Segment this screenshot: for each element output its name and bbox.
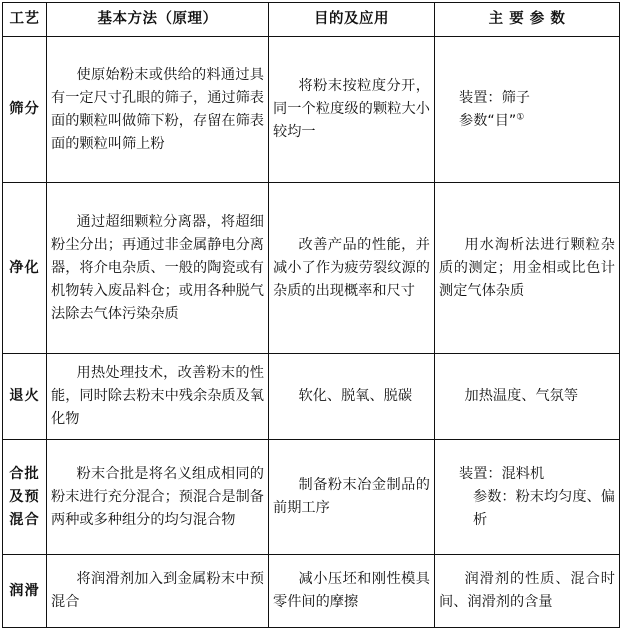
purpose-cell [269, 183, 435, 354]
parameter-device: 装置：混料机 [459, 465, 545, 482]
process-cell: 退火 [3, 354, 47, 440]
table-row [3, 183, 620, 354]
table-row [3, 555, 620, 628]
process-cell: 合批及预混合 [3, 440, 47, 555]
footnote-mark: ① [516, 111, 525, 122]
table-row [3, 37, 620, 183]
header-purpose: 目的及应用 [269, 3, 435, 37]
purpose-cell [269, 37, 435, 183]
method-text: 粉末合批是将名义组成相同的粉末进行充分混合；预混合是制备两种或多种组分的均匀混合物 [51, 465, 264, 528]
parameter-cell [435, 37, 620, 183]
process-table-page [2, 2, 619, 627]
process-cell: 筛分 [3, 37, 47, 183]
table-row [3, 354, 620, 440]
header-method: 基本方法（原理） [47, 3, 269, 37]
parameter-cell [435, 183, 620, 354]
parameter-text: 用水淘析法进行颗粒杂质的测定；用金相或比色计测定气体杂质 [439, 236, 615, 299]
method-cell [47, 440, 269, 555]
parameter-text: 润滑剂的性质、混合时间、润滑剂的含量 [439, 571, 615, 610]
purpose-text: 制备粉末冶金制品的前期工序 [273, 477, 430, 516]
purpose-cell [269, 555, 435, 628]
powder-process-table [2, 2, 620, 628]
table-header-row [3, 3, 620, 37]
process-cell: 润滑 [3, 555, 47, 628]
parameter-cell [435, 440, 620, 555]
parameter-device: 装置：筛子 [459, 89, 530, 106]
process-cell: 净化 [3, 183, 47, 354]
method-text: 通过超细颗粒分离器，将超细粉尘分出；再通过非金属静电分离器，将介电杂质、一般的陶瓷或有机物转入废品料仓；或用各种脱气法除去气体污染杂质 [51, 213, 264, 322]
purpose-text: 减小压坯和刚性模具零件间的摩擦 [273, 571, 430, 610]
purpose-text: 将粉末按粒度分开，同一个粒度级的颗粒大小较均一 [273, 78, 430, 140]
purpose-text: 软化、脱氧、脱碳 [298, 388, 413, 404]
parameter-values: 参数：粉末均匀度、偏析 [473, 488, 615, 528]
method-cell [47, 555, 269, 628]
parameter-cell [435, 354, 620, 440]
table-row [3, 440, 620, 555]
purpose-cell [269, 354, 435, 440]
parameter-mesh-text: 参数“目” [459, 112, 517, 129]
header-process: 工艺 [3, 3, 47, 37]
method-text: 将润滑剂加入到金属粉末中预混合 [51, 571, 264, 610]
purpose-text: 改善产品的性能，并减小了作为疲劳裂纹源的杂质的出现概率和尺寸 [273, 236, 430, 299]
method-cell [47, 37, 269, 183]
purpose-cell [269, 440, 435, 555]
header-parameters: 主 要 参 数 [435, 3, 620, 37]
method-text: 用热处理技术，改善粉末的性能，同时除去粉末中残余杂质及氧化物 [51, 365, 264, 427]
method-text: 使原始粉末或供给的料通过具有一定尺寸孔眼的筛子，通过筛表面的颗粒叫做筛下粉，存留在筛表面的颗粒叫筛上粉 [51, 66, 264, 152]
parameter-cell [435, 555, 620, 628]
parameter-mesh [439, 110, 615, 133]
parameter-text: 加热温度、气氛等 [464, 388, 579, 404]
method-cell [47, 183, 269, 354]
method-cell [47, 354, 269, 440]
